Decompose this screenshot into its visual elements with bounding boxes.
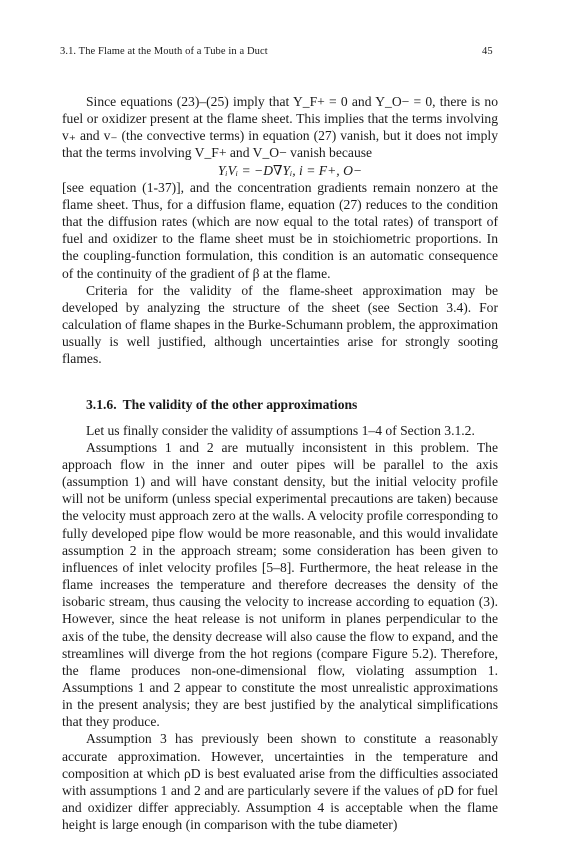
section-number: 3.1.6. [86,396,117,412]
running-head [0,46,565,62]
body-text [62,93,498,833]
paragraph-flame-sheet-terms: Since equations (23)–(25) imply that Y_F+ = 0 and Y_O− = 0, there is no fuel or oxidizer present at the flame sheet. This implies that the terms involving v₊ and v₋ (the convective terms) in equation (27) vanish, but it does not imply that the terms involving V_F+ and V_O− vanish because [62,94,498,161]
paragraph-assumptions-3-4: Assumption 3 has previously been shown to constitute a reasonably accurate approximation. However, uncertainties in the temperature and composition at which ρD is best evaluated arise from the difficulties associated with assumptions 1 and 2 and are particularly severe if the values of ρD for fuel and oxidizer differ appreciably. Assumption 4 is acceptable when the flame height is large enough (in comparison with the tube diameter) [62,731,498,833]
paragraph-assumptions-intro: Let us finally consider the validity of assumptions 1–4 of Section 3.1.2. [86,422,475,438]
page-number: 45 [482,46,493,57]
running-head-section-title: 3.1. The Flame at the Mouth of a Tube in a Duct [60,46,268,57]
equation-diffusion-velocity: YᵢVᵢ = −D∇Yᵢ, i = F+, O− [217,162,363,178]
paragraph-stoichiometric-condition: [see equation (1-37)], and the concentration gradients remain nonzero at the flame sheet. Thus, for a diffusion flame, equation (27) reduces to the condition that the diffusion rates (which are now equal to the total rates) of transport of fuel and oxidizer to the flame sheet must be in stoichiometric proportions. In the coupling-function formulation, this condition is an automatic consequence of the continuity of the gradient of β at the flame. [62,179,498,281]
section-title: The validity of the other approximations [122,396,358,412]
section-heading [62,396,498,413]
paragraph-assumptions-1-2: Assumptions 1 and 2 are mutually inconsistent in this problem. The approach flow in the inner and outer pipes will be parallel to the axis (assumption 1) and will have constant density, but the initial velocity profile will not be uniform (unless special experimental precautions are taken) because the velocity must approach zero at the walls. A velocity profile corresponding to fully developed pipe flow would be more reasonable, and this would invalidate assumption 2 in the approach stream; some consideration has been given to influences of inlet velocity profiles [5–8]. Furthermore, the heat release in the flame increases the temperature and therefore decreases the density of the isobaric stream, thus causing the velocity to increase according to equation (3). However, since the heat release is not uniform in planes perpendicular to the axis of the tube, the density decrease will also cause the flow to expand, and the streamlines will diverge from the hot regions (compare Figure 5.2). Therefore, the flame produces non-one-dimensional flow, violating assumption 1. Assumptions 1 and 2 appear to constitute the most unrealistic approximations in the present analysis; they are best justified by the analytical simplifications that they produce. [62,439,499,730]
paragraph-flame-sheet-criteria: Criteria for the validity of the flame-sheet approximation may be developed by analyzing the structure of the sheet (see Section 3.4). For calculation of flame shapes in the Burke-Schumann problem, the approximation usually is well justified, although uncertainties arise for strongly sooting flames. [62,282,498,367]
